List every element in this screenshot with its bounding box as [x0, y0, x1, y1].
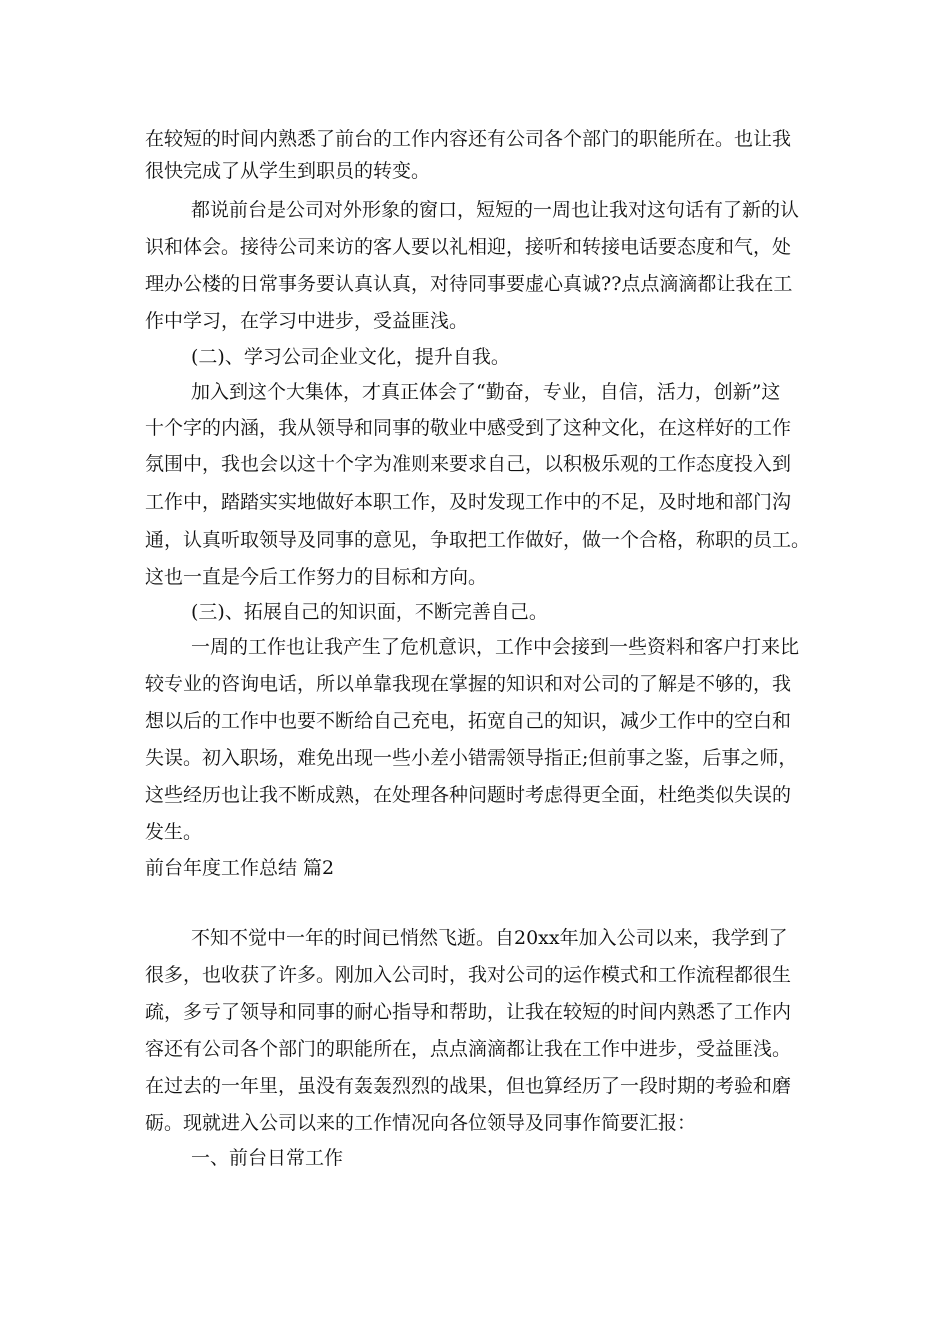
paragraph-start-line: 都说前台是公司对外形象的窗口，短短的一周也让我对这句话有了新的认	[191, 199, 800, 221]
text-line: 在过去的一年里，虽没有轰轰烈烈的战果，但也算经历了一段时期的考验和磨	[145, 1075, 792, 1097]
paragraph-start-line: 一周的工作也让我产生了危机意识，工作中会接到一些资料和客户打来比	[191, 636, 800, 658]
text-line: 砺。现就进入公司以来的工作情况向各位领导及同事作简要汇报：	[145, 1112, 697, 1134]
text-line: 工作中，踏踏实实地做好本职工作，及时发现工作中的不足，及时地和部门沟	[145, 491, 792, 513]
text-line: 十个字的内涵，我从领导和同事的敬业中感受到了这种文化，在这样好的工作	[145, 417, 792, 439]
text-line: 容还有公司各个部门的职能所在，点点滴滴都让我在工作中进步，受益匪浅。	[145, 1038, 792, 1060]
text-line: 氛围中，我也会以这十个字为准则来要求自己，以积极乐观的工作态度投入到	[145, 453, 792, 475]
text-line: 很多，也收获了许多。刚加入公司时，我对公司的运作模式和工作流程都很生	[145, 964, 792, 986]
text-line: 失误。初入职场，难免出现一些小差小错需领导指正;但前事之鉴，后事之师，	[145, 747, 798, 769]
text-line: 较专业的咨询电话，所以单靠我现在掌握的知识和对公司的了解是不够的，我	[145, 673, 792, 695]
text-line: 这也一直是今后工作努力的目标和方向。	[145, 566, 488, 588]
text-line: 很快完成了从学生到职员的转变。	[145, 160, 431, 182]
text-line: 识和体会。接待公司来访的客人要以礼相迎，接听和转接电话要态度和气，处	[145, 236, 792, 258]
text-line: 作中学习，在学习中进步，受益匪浅。	[145, 310, 469, 332]
section-heading: (三)、拓展自己的知识面，不断完善自己。	[191, 601, 548, 623]
article-title: 前台年度工作总结 篇2	[145, 857, 335, 879]
text-line: 理办公楼的日常事务要认真认真，对待同事要虚心真诚??点点滴滴都让我在工	[145, 273, 793, 295]
section-heading: 一、前台日常工作	[191, 1147, 344, 1169]
text-line: 这些经历也让我不断成熟，在处理各种问题时考虑得更全面，杜绝类似失误的	[145, 784, 792, 806]
text-line: 疏，多亏了领导和同事的耐心指导和帮助，让我在较短的时间内熟悉了工作内	[145, 1001, 792, 1023]
text-line: 发生。	[145, 821, 203, 843]
text-line: 通，认真听取领导及同事的意见，争取把工作做好，做一个合格，称职的员工。	[145, 529, 811, 551]
section-heading: (二)、学习公司企业文化，提升自我。	[191, 346, 510, 368]
text-line: 在较短的时间内熟悉了前台的工作内容还有公司各个部门的职能所在。也让我	[145, 128, 792, 150]
paragraph-start-line: 不知不觉中一年的时间已悄然飞逝。自20xx年加入公司以来，我学到了	[191, 927, 788, 949]
paragraph-start-line: 加入到这个大集体，才真正体会了“勤奋，专业，自信，活力，创新”这	[191, 381, 781, 403]
text-line: 想以后的工作中也要不断给自己充电，拓宽自己的知识，减少工作中的空白和	[145, 710, 792, 732]
